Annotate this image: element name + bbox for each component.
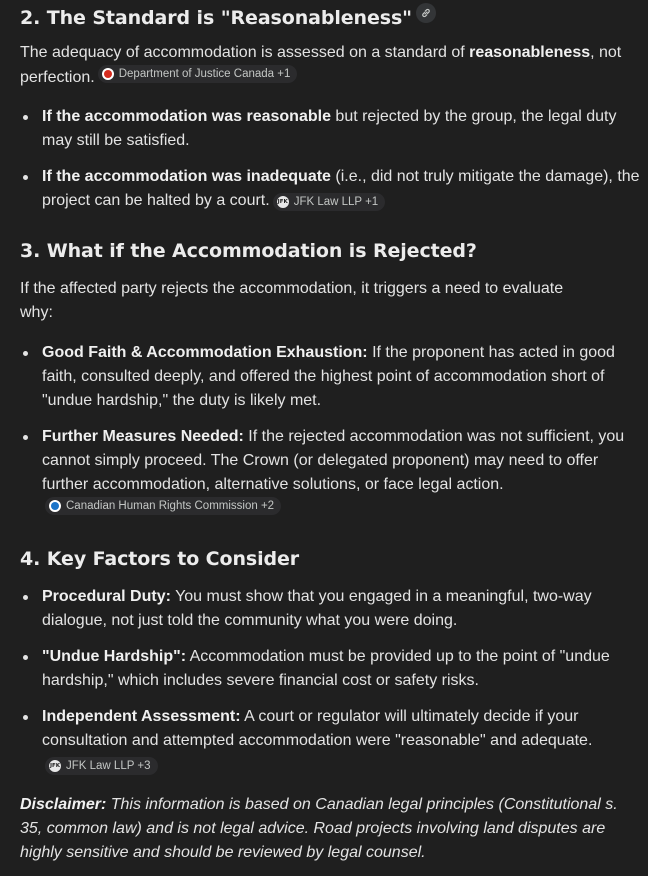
source-chip-label: Canadian Human Rights Commission +2: [66, 500, 275, 512]
jfk-logo-icon: JFK: [49, 760, 61, 772]
section-4-list: [20, 585, 646, 777]
list-item: [20, 165, 646, 213]
section-2-heading: [20, 7, 412, 29]
link-icon[interactable]: [416, 3, 436, 23]
section-2-heading-row: [20, 3, 436, 31]
item-text: If the rejected accommodation was not sufficient, you cannot simply proceed. The Crown (or delegated proponent) may need to offer further accommodation, alternative solutions, or face legal action.: [42, 428, 625, 493]
jfk-logo-icon: JFK: [277, 196, 289, 208]
item-text: Accommodation must be provided up to the point of "undue hardship," which includes severe financial cost or safety risks.: [42, 648, 610, 689]
source-chip[interactable]: [273, 193, 386, 211]
disclaimer-label: Disclaimer:: [20, 796, 107, 813]
intro-text: The adequacy of accommodation is assessed on a standard of: [20, 44, 470, 61]
list-item: [20, 585, 646, 633]
disclaimer: [20, 793, 632, 865]
section-2-title: 2. The Standard is "Reasonableness": [20, 7, 412, 29]
section-4-heading: 4. Key Factors to Consider: [20, 548, 300, 570]
item-text: If the proponent has acted in good faith, consulted deeply, and offered the highest point of accommodation short of "undue hardship," the duty is likely met.: [42, 344, 615, 409]
source-chip-label: JFK Law LLP +1: [293, 196, 379, 208]
item-text: You must show that you engaged in a meaningful, two-way dialogue, not just told the community what you were doing.: [42, 588, 592, 629]
intro-bold: reasonableness: [469, 44, 591, 61]
item-bold: Good Faith & Accommodation Exhaustion:: [42, 344, 368, 361]
section-2-list: [20, 105, 646, 213]
item-bold: Independent Assessment:: [42, 708, 241, 725]
item-bold: If the accommodation was reasonable: [42, 108, 331, 125]
section-3-intro: If the affected party rejects the accommodation, it triggers a need to evaluate why:: [20, 280, 564, 321]
list-item: [20, 341, 646, 413]
item-bold: "Undue Hardship":: [42, 648, 187, 665]
item-text: but rejected by the group, the legal duty may still be satisfied.: [42, 108, 617, 149]
source-chip-label: Department of Justice Canada +1: [118, 68, 291, 80]
list-item: [20, 705, 602, 777]
item-bold: Further Measures Needed:: [42, 428, 244, 445]
list-item: [20, 645, 646, 693]
source-chip[interactable]: [45, 497, 281, 515]
item-bold: Procedural Duty:: [42, 588, 171, 605]
item-bold: If the accommodation was inadequate: [42, 168, 331, 185]
source-chip[interactable]: [45, 757, 158, 775]
list-item: [20, 425, 646, 522]
intro-text-end: , not perfection.: [20, 44, 622, 86]
section-3-heading: 3. What if the Accommodation is Rejected?: [20, 240, 477, 262]
source-chip-label: JFK Law LLP +3: [66, 760, 151, 772]
canada-flag-icon: [102, 68, 114, 80]
item-text: A court or regulator will ultimately decide if your consultation and attempted accommodation were "reasonable" and adequate.: [42, 708, 593, 749]
list-item: [20, 105, 646, 153]
section-2-intro: [20, 41, 640, 90]
item-text: (i.e., did not truly mitigate the damage), the project can be halted by a court.: [42, 168, 640, 209]
disclaimer-text: This information is based on Canadian legal principles (Constitutional s. 35, common law) and is not legal advice. Road projects involving land disputes are highly sensitive and should be reviewed by legal counsel.: [20, 796, 618, 861]
source-chip[interactable]: [98, 65, 298, 83]
chrc-logo-icon: [49, 500, 61, 512]
section-3-list: [20, 341, 646, 522]
